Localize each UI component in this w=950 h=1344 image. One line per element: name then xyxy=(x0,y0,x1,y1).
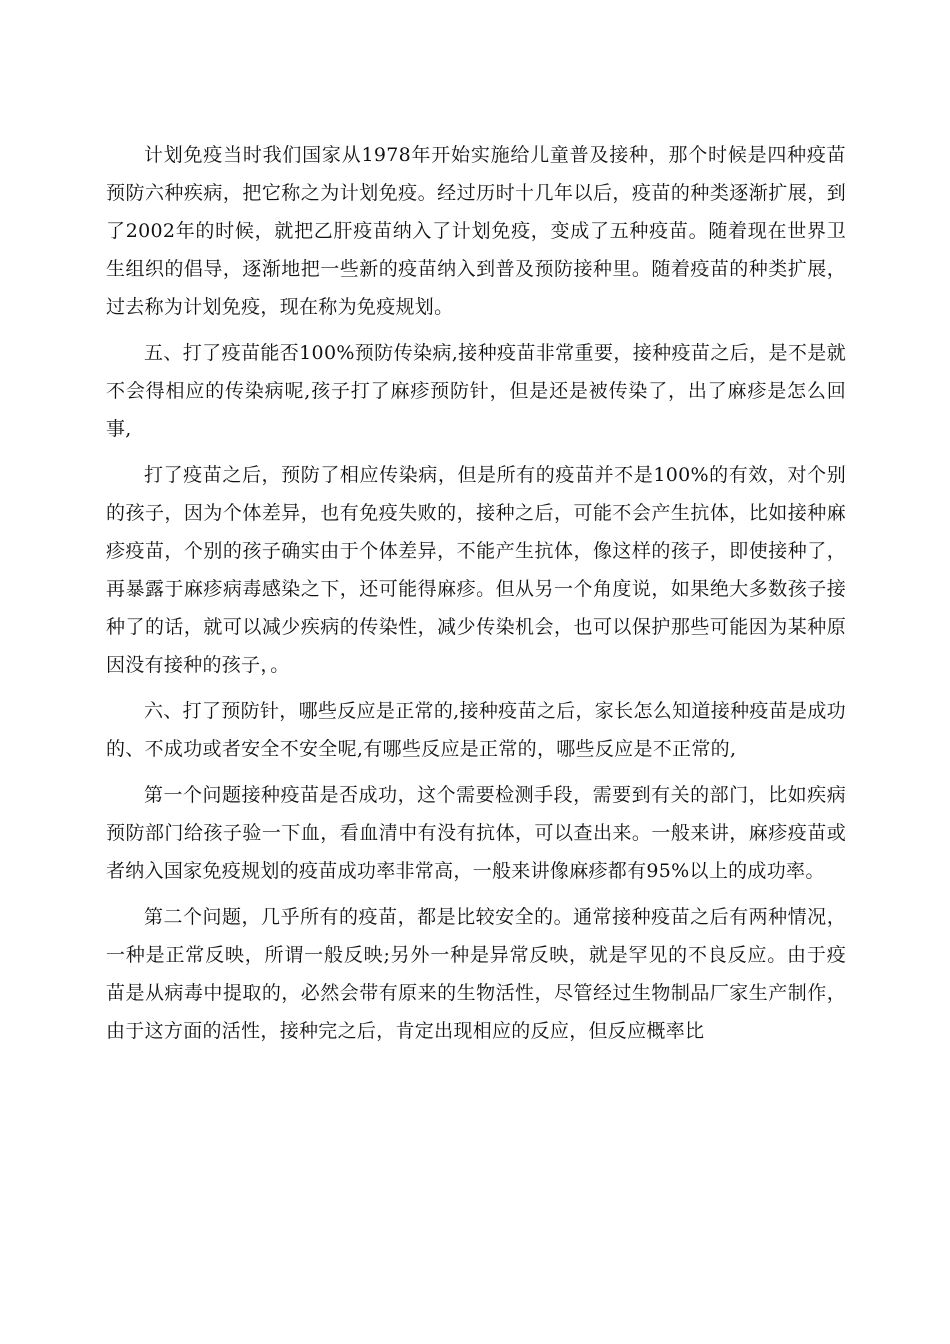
paragraph-question-five: 五、打了疫苗能否100%预防传染病,接种疫苗非常重要，接种疫苗之后，是不是就不会得相应的传染病呢,孩子打了麻疹预防针，但是还是被传染了，出了麻疹是怎么回事, xyxy=(106,342,846,440)
paragraph-vaccine-effectiveness: 打了疫苗之后，预防了相应传染病，但是所有的疫苗并不是100%的有效，对个别的孩子，因为个体差异，也有免疫失败的，接种之后，可能不会产生抗体，比如接种麻疹疫苗，个别的孩子确实由于个体差异，不能产生抗体，像这样的孩子，即使接种了，再暴露于麻疹病毒感染之下，还可能得麻疹。但从另一个角度说，如果绝大多数孩子接种了的话，就可以减少疾病的传染性，减少传染机会，也可以保护那些可能因为某种原因没有接种的孩子，。 xyxy=(106,464,846,676)
paragraph-question-six: 六、打了预防针，哪些反应是正常的,接种疫苗之后，家长怎么知道接种疫苗是成功的、不成功或者安全不安全呢,有哪些反应是正常的，哪些反应是不正常的, xyxy=(106,700,846,760)
paragraph-second-issue: 第二个问题，几乎所有的疫苗，都是比较安全的。通常接种疫苗之后有两种情况，一种是正常反映，所谓一般反映;另外一种是异常反映，就是罕见的不良反应。由于疫苗是从病毒中提取的，必然会带有原来的生物活性，尽管经过生物制品厂家生产制作，由于这方面的活性，接种完之后，肯定出现相应的反应，但反应概率比 xyxy=(106,906,846,1042)
document-page xyxy=(106,136,846,1058)
paragraph-first-issue: 第一个问题接种疫苗是否成功，这个需要检测手段，需要到有关的部门，比如疾病预防部门给孩子验一下血，看血清中有没有抗体，可以查出来。一般来讲，麻疹疫苗或者纳入国家免疫规划的疫苗成功率非常高，一般来讲像麻疹都有95%以上的成功率。 xyxy=(106,784,846,882)
paragraph-immunization-history: 计划免疫当时我们国家从1978年开始实施给儿童普及接种，那个时候是四种疫苗预防六种疾病，把它称之为计划免疫。经过历时十几年以后，疫苗的种类逐渐扩展，到了2002年的时候，就把乙肝疫苗纳入了计划免疫，变成了五种疫苗。随着现在世界卫生组织的倡导，逐渐地把一些新的疫苗纳入到普及预防接种里。随着疫苗的种类扩展，过去称为计划免疫，现在称为免疫规划。 xyxy=(106,144,846,318)
